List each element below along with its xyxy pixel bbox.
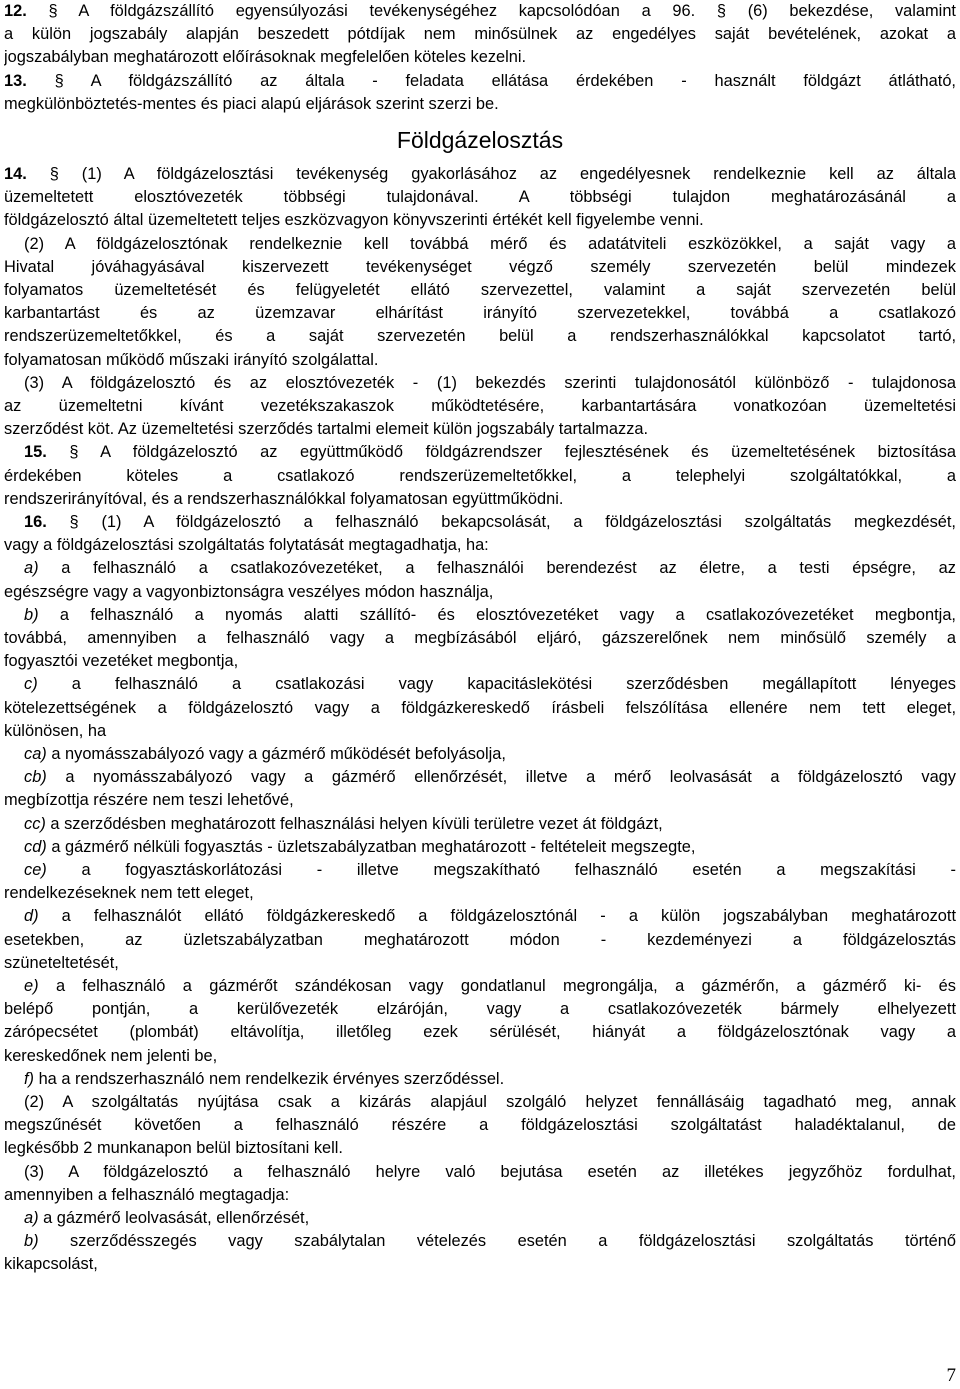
line-text: a külön jogszabály alapján beszedett pótdíjak nem minősülnek az engedélyes saját bevételének, azokat a <box>4 25 956 44</box>
item-label: cb) <box>24 768 47 787</box>
line-text: amennyiben a felhasználó megtagadja: <box>4 1185 290 1204</box>
line-text: érdekében köteles a csatlakozó rendszerüzemeltetőkkel, a telephelyi szolgáltatókkal, a <box>4 466 956 485</box>
line-text: szerződést köt. Az üzemeltetési szerződés tartalmi elemeit külön jogszabály tartalmazza. <box>4 420 649 439</box>
list-item <box>24 743 956 766</box>
item-label: e) <box>24 977 39 995</box>
paragraph-start <box>4 70 956 93</box>
text-line <box>4 488 956 511</box>
item-label: b) <box>24 1232 39 1251</box>
text-line <box>4 998 956 1021</box>
line-text: vagy a földgázelosztási szolgáltatás folytatását megtagadhatja, ha: <box>4 536 489 555</box>
line-text: megbízottja részére nem teszi lehetővé, <box>4 791 294 810</box>
line-text: az üzemeltetni kívánt vezetékszakaszok működtetésére, karbantartására vonatkozóan üzemeltetési <box>4 397 956 415</box>
section-number: 16. <box>24 513 47 531</box>
line-text: kikapcsolást, <box>4 1255 98 1274</box>
line-text: földgázelosztó által üzemeltetett teljes eszközvagyon könyvszerinti értékét kell figyelembe venni. <box>4 211 704 230</box>
item-label: c) <box>24 675 38 694</box>
paragraph-start <box>24 511 956 534</box>
list-item <box>24 1230 956 1253</box>
line-text: megkülönböztetés-mentes és piaci alapú eljárások szerint szerzi be. <box>4 94 499 113</box>
item-label: ca) <box>24 745 47 763</box>
line-text: a felhasználó a nyomás alatti szállító- és elosztóvezetéket vagy a csatlakozóvezetéket megbontja, <box>38 605 956 624</box>
line-text: folyamatos üzemeltetését és felügyeletét ellátó szervezettel, valamint a saját szervezetén belül <box>4 281 956 299</box>
list-item <box>24 859 956 882</box>
line-text: szerződésszegés vagy szabálytalan vételezés esetén a földgázelosztási szolgáltatás történő <box>38 1232 956 1251</box>
line-text: karbantartást és az üzemzavar elhárítást irányító szervezetekkel, továbbá a csatlakozó <box>4 304 956 323</box>
paragraph-start <box>24 233 956 256</box>
line-text: a felhasználó a csatlakozási vagy kapacitáslekötési szerződésben megállapított lényeges <box>37 675 956 694</box>
line-text: ha a rendszerhasználó nem rendelkezik érvényes szerződéssel. <box>34 1069 505 1088</box>
list-item <box>24 813 956 836</box>
line-text: rendszerüzemeltetőkkel, és a saját szervezetén belül a rendszerhasználókkal kapcsolatot tartó, <box>4 327 956 346</box>
text-line <box>4 279 956 302</box>
text-line <box>4 93 956 116</box>
line-text: (2) A szolgáltatás nyújtása csak a kizárás alapjául szolgáló helyzet fennállásáig tagadható meg, annak <box>24 1093 956 1111</box>
text-line <box>4 465 956 488</box>
item-label: a) <box>24 559 39 578</box>
line-text: rendelkezéseknek nem tett eleget, <box>4 884 254 903</box>
list-item <box>24 766 956 789</box>
section-heading <box>0 125 960 155</box>
paragraph-start <box>24 372 956 395</box>
line-text: különösen, ha <box>4 721 107 740</box>
line-text: a fogyasztáskorlátozási - illetve megszakítható felhasználó esetén a megszakítási - <box>46 861 956 879</box>
item-label: cc) <box>24 814 46 833</box>
line-text: § (1) A földgázelosztó a felhasználó bekapcsolását, a földgázelosztási szolgáltatás megkezdését, <box>46 513 956 531</box>
line-text: szüneteltetését, <box>4 953 119 972</box>
item-label: d) <box>24 907 39 926</box>
line-text: a felhasználó a csatlakozóvezetéket, a felhasználói berendezést az életre, a testi épségre, az <box>38 559 956 578</box>
text-line <box>4 302 956 325</box>
line-text: a felhasználó a gázmérőt szándékosan vagy gondatlanul megrongálja, a gázmérőn, a gázmérő ki- és <box>38 977 956 995</box>
text-line <box>4 349 956 372</box>
text-line <box>4 23 956 46</box>
line-text: továbbá, amennyiben a felhasználó vagy a megbízásából eljáró, gázszerelőnek nem minősülő személy a <box>4 629 956 647</box>
text-line <box>4 209 956 232</box>
item-label: f) <box>24 1069 35 1088</box>
page-number: 7 <box>946 1365 956 1386</box>
item-label: cd) <box>24 837 47 856</box>
text-line <box>4 627 956 650</box>
section-number: 12. <box>4 2 27 20</box>
line-text: a szerződésben meghatározott felhasználási helyen kívüli területre vezet át földgázt, <box>45 814 663 833</box>
text-line <box>4 325 956 348</box>
text-line <box>4 46 956 69</box>
section-heading-text: Földgázelosztás <box>396 127 564 153</box>
text-line <box>4 1184 956 1207</box>
text-line <box>4 1253 956 1276</box>
line-text: legkésőbb 2 munkanapon belül biztosítani kell. <box>4 1139 343 1158</box>
text-line <box>4 929 956 952</box>
line-text: § (1) A földgázelosztási tevékenység gyakorlásához az engedélyesnek rendelkeznie kell az általa <box>26 165 956 183</box>
list-item <box>24 905 956 928</box>
line-text: a nyomásszabályozó vagy a gázmérő ellenőrzését, illetve a mérő leolvasását a földgázelosztó vagy <box>46 768 956 787</box>
line-text: (2) A földgázelosztónak rendelkeznie kell továbbá mérő és adatátviteli eszközökkel, a saját vagy a <box>24 234 956 253</box>
list-item <box>24 673 956 696</box>
line-text: § A földgázszállító az általa - feladata ellátása érdekében - használt földgázt átlátható, <box>26 71 956 90</box>
line-text: a gázmérő leolvasását, ellenőrzését, <box>38 1209 310 1227</box>
text-line <box>4 1137 956 1160</box>
text-line <box>4 534 956 557</box>
text-line <box>4 418 956 441</box>
text-line <box>4 952 956 975</box>
text-line <box>4 186 956 209</box>
paragraph-start <box>24 1091 956 1114</box>
item-label: b) <box>24 605 39 624</box>
text-line <box>4 720 956 743</box>
list-item <box>24 1068 956 1091</box>
paragraph-start <box>24 1161 956 1184</box>
line-text: esetekben, az üzletszabályzatban meghatározott módon - kezdeményezi a földgázelosztás <box>4 930 956 949</box>
text-line <box>4 256 956 279</box>
line-text: folyamatosan működő műszaki irányító szolgálattal. <box>4 350 379 369</box>
list-item <box>24 604 956 627</box>
section-number: 13. <box>4 71 27 90</box>
paragraph-start <box>4 0 956 23</box>
line-text: Hivatal jóváhagyásával kiszervezett tevékenységet végző személy szervezetén belül mindezek <box>4 257 956 276</box>
list-item <box>24 1207 956 1230</box>
line-text: § A földgázelosztó az együttműködő földgázrendszer fejlesztésének és üzemeltetésének biztosítása <box>46 443 956 462</box>
section-number: 15. <box>24 443 47 462</box>
item-label: a) <box>24 1209 39 1227</box>
section-number: 14. <box>4 165 27 183</box>
line-text: megszűnését követően a felhasználó részére a földgázelosztási szolgáltatást haladéktalanul, de <box>4 1116 956 1135</box>
paragraph-start <box>4 163 956 186</box>
line-text: rendszerirányítóval, és a rendszerhasználókkal folyamatosan együttműködni. <box>4 489 564 508</box>
line-text: (3) A földgázelosztó és az elosztóvezeték - (1) bekezdés szerinti tulajdonosától különböző - tulajdonosa <box>24 373 956 392</box>
text-line <box>4 1045 956 1068</box>
line-text: kereskedőnek nem jelenti be, <box>4 1046 218 1065</box>
line-text: kötelezettségének a földgázelosztó vagy a földgázkereskedő írásbeli felszólítása ellenére nem tett eleget, <box>4 698 956 717</box>
line-text: a felhasználót ellátó földgázkereskedő a földgázelosztónál - a külön jogszabályban meghatározott <box>38 907 956 926</box>
text-line <box>4 650 956 673</box>
text-line <box>4 882 956 905</box>
text-line <box>4 581 956 604</box>
text-line <box>4 395 956 418</box>
line-text: belépő pontján, a kerülővezeték elzáróján, vagy a csatlakozóvezeték bármely elhelyezett <box>4 1000 956 1019</box>
line-text: (3) A földgázelosztó a felhasználó helyre való bejutása esetén az illetékes jegyzőhöz fordulhat, <box>24 1162 956 1181</box>
list-item <box>24 836 956 859</box>
line-text: § A földgázszállító egyensúlyozási tevékenységéhez kapcsolódóan a 96. § (6) bekezdése, valamint <box>26 2 956 20</box>
list-item <box>24 975 956 998</box>
item-label: ce) <box>24 861 47 879</box>
text-line <box>4 1114 956 1137</box>
line-text: a nyomásszabályozó vagy a gázmérő működését befolyásolja, <box>46 745 506 763</box>
paragraph-start <box>24 441 956 464</box>
line-text: zárópecsétet (plombát) eltávolítja, illetőleg ezek sérülését, hiányát a földgázelosztónak vagy a <box>4 1023 956 1042</box>
line-text: a gázmérő nélküli fogyasztás - üzletszabályzatban meghatározott - feltételeit megszegte, <box>46 837 696 856</box>
text-line <box>4 789 956 812</box>
line-text: fogyasztói vezetéket megbontja, <box>4 652 239 671</box>
text-line <box>4 697 956 720</box>
line-text: egészségre vagy a vagyonbiztonságra veszélyes módon használja, <box>4 582 494 601</box>
text-line <box>4 1021 956 1044</box>
line-text: üzemeltetett elosztóvezeték többségi tulajdonával. A többségi tulajdon meghatározásánál a <box>4 188 956 207</box>
line-text: jogszabályban meghatározott előírásoknak megfelelően köteles kezelni. <box>4 48 527 67</box>
list-item <box>24 557 956 580</box>
